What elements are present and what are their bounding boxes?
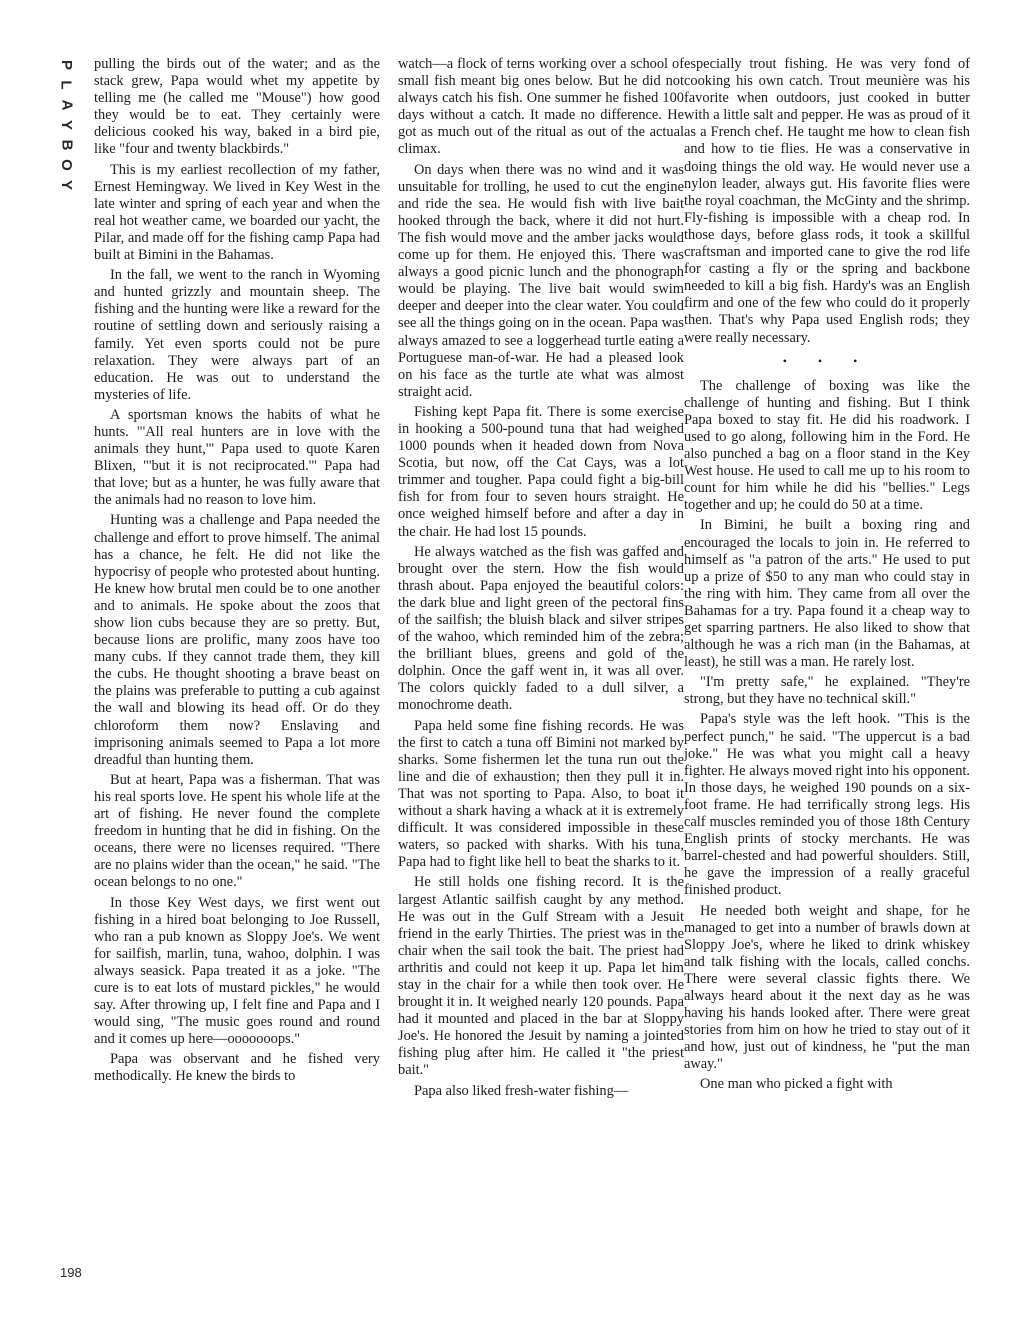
- text-column-1: [94, 56, 380, 1282]
- paragraph: In Bimini, he built a boxing ring and encouraged the locals to join in. He referred to himself as "a patron of the arts." He used to put up a prize of $50 to any man who could stay in the ring with him. They came from all over the Bahamas for a try. Papa found it a cheap way to get sparring partners. He also liked to show that although he was a rich man (in the Bahamas, at least), he still was a man. He rarely lost.: [684, 517, 970, 671]
- masthead-letter: B: [58, 139, 75, 151]
- paragraph: He always watched as the fish was gaffed and brought over the stern. How the fish would thrash about. Papa enjoyed the beautiful colors: the dark blue and light green of the pectoral fins of the sailfish; the bluish black and silver stripes of the wahoo, which reminded him of the zebra; the brilliant blues, greens and gold of the dolphin. Once the gaff went in, it was all over. The colors quickly faded to a dull silver, a monochrome death.: [398, 543, 684, 714]
- paragraph: In those Key West days, we first went out fishing in a hired boat belonging to Joe Russell, who ran a pub known as Sloppy Joe's. We went for sailfish, marlin, tuna, wahoo, dolphin. I was always seasick. Papa treated it as a joke. "The cure is to eat lots of mustard pickles," he would say. After throwing up, I felt fine and Papa and I would sing, "The music goes round and round and it comes up here—ooooooops.": [94, 894, 380, 1048]
- paragraph: Fishing kept Papa fit. There is some exercise in hooking a 500-pound tuna that had weighed 1000 pounds when it headed down from Nova Scotia, but now, off the Cat Cays, was a lot trimmer and tougher. Papa could fight a big-bill fish for from four to seven hours straight. He once weighed himself before and after a day in the chair. He had lost 15 pounds.: [398, 403, 684, 540]
- page-number: 198: [60, 1265, 82, 1280]
- paragraph: Papa's style was the left hook. "This is the perfect punch," he said. "The uppercut is a bad joke." He was what you might call a heavy fighter. He always moved right into his opponent. In those days, he weighed 190 pounds on a six-foot frame. He had terrifically strong legs. His calf muscles reminded you of those 18th Century English prints of stocky merchants. He was barrel-chested and had powerful shoulders. Still, he gave the impression of a really graceful finished product.: [684, 711, 970, 899]
- masthead-letter: P: [57, 59, 75, 71]
- paragraph: A sportsman knows the habits of what he hunts. "'All real hunters are in love with the animals they hunt,'" Papa used to quote Karen Blixen, "'but it is not reciprocated.'" Papa had that love; but as a hunter, he was fully aware that the animals had no reason to love him.: [94, 406, 380, 509]
- masthead-vertical: [56, 56, 76, 194]
- paragraph: This is my earliest recollection of my father, Ernest Hemingway. We lived in Key West in the late winter and spring of each year and when the real hot weather came, we boarded our yacht, the Pilar, and made off for the fishing camp Papa had built at Bimini in the Bahamas.: [94, 161, 380, 264]
- paragraph: especially trout fishing. He was very fond of cooking his own catch. Trout meunière was his favorite when outdoors, just cooked in butter with a little salt and pepper. He was as proud of it as a French chef. He taught me how to clean fish and how to tie flies. He was a conservative in doing things the old way. He would never use a nylon leader, always gut. His favorite flies were the royal coachman, the McGinty and the shrimp. Fly-fishing is impossible with a cheap rod. In those days, before glass rods, it took a skillful craftsman and imported cane to give the rod life for casting a fly or the spring and backbone needed to kill a big fish. Hardy's was an English firm and one of the few who could do it properly then. That's why Papa used English rods; they were really necessary.: [684, 56, 970, 346]
- paragraph: The challenge of boxing was like the challenge of hunting and fishing. But I think Papa boxed to stay fit. He did his roadwork. I used to go along, following him in the Ford. He also punched a bag on a floor stand in the Key West house. He used to call me up to his room to count for him while he did his "bellies." Legs together and up; he could do 50 at a time.: [684, 377, 970, 514]
- text-column-3: [684, 56, 970, 1282]
- paragraph: pulling the birds out of the water; and as the stack grew, Papa would whet my appetite by telling me (he called me "Mouse") how good they would be to eat. They certainly were delicious cooked his way, baked in a bird pie, like "four and twenty blackbirds.": [94, 56, 380, 158]
- paragraph: Papa also liked fresh-water fishing—: [414, 1082, 629, 1099]
- paragraph: Hunting was a challenge and Papa needed the challenge and effort to prove himself. The animal has a chance, he felt. He did not like the hypocrisy of people who protested about hunting. He knew how brutal men could be to one another and to animals. He spoke about the zoos that show lion cubs because they are so pretty. But, because lions are prolific, many zoos have too many cubs. If they cannot trade them, they kill the cubs. He thought shooting a brave beast on the plains was preferable to putting a cub against the wall and blowing its head off. Or do they chloroform them now? Enslaving and imprisoning animals seemed to Papa a lot more dreadful than hunting them.: [94, 512, 380, 768]
- paragraph: "I'm pretty safe," he explained. "They're strong, but they have no technical skill.": [684, 674, 970, 708]
- paragraph: On days when there was no wind and it was unsuitable for trolling, he used to cut the engine and ride the sea. He would fish with live bait hooked through the back, where it did not hurt. The fish would move and the amber jacks would come up for them. He enjoyed this. There was always a good picnic lunch and the phonograph would be playing. The live bait would swim deeper and deeper into the clear water. You could see all the things going on in the ocean. Papa was always amazed to see a loggerhead turtle eating a Portuguese man-of-war. He had a pleased look on his face as the turtle ate what was almost straight acid.: [398, 161, 684, 400]
- masthead-letter: O: [57, 159, 75, 171]
- masthead-letter: L: [57, 80, 75, 90]
- text-column-2: [398, 56, 684, 1282]
- paragraph: Papa held some fine fishing records. He was the first to catch a tuna off Bimini not marked by sharks. Some fishermen let the tuna run out the line and die of exhaustion; then they pull it in. That was not sporting to Papa. Also, to boat it without a shark having a whack at it is extremely difficult. It was considered impossible in these waters, so packed with sharks. With his tuna, Papa had to fight like hell to beat the sharks to it.: [398, 717, 684, 871]
- paragraph: But at heart, Papa was a fisherman. That was his real sports love. He spent his whole life at the art of fishing. He never found the complete freedom in hunting that he did in fishing. On the oceans, there were no licenses required. "There are no plains wider than the ocean," he said. "The ocean belongs to no one.": [94, 771, 380, 891]
- masthead-letter: Y: [57, 179, 75, 191]
- paragraph: Papa was observant and he fished very methodically. He knew the birds to: [94, 1051, 380, 1085]
- masthead-letter: Y: [57, 119, 75, 131]
- paragraph: One man who picked a fight with: [700, 1076, 893, 1093]
- paragraph: He still holds one fishing record. It is the largest Atlantic sailfish caught by any method. He was out in the Gulf Stream with a Jesuit friend in the early Thirties. The priest was in the chair when the sail took the bait. The priest had arthritis and could not keep it up. Papa let him stay in the chair for a while then took over. He brought it in. It weighed nearly 120 pounds. Papa had it mounted and placed in the bar at Sloppy Joe's. He honored the Jesuit by naming a jointed fishing plug after him. He called it "the priest bait.": [398, 874, 684, 1079]
- paragraph: watch—a flock of terns working over a school of small fish meant big ones below. But he did not always catch his fish. One summer he fished 100 days without a catch. It made no difference. He got as much out of the ritual as out of the actual climax.: [398, 56, 684, 158]
- paragraph: He needed both weight and shape, for he managed to get into a number of brawls down at Sloppy Joe's, where he liked to drink whiskey and talk fishing with the locals, called conchs. There were several classic fights there. We always heard about it the next day as he was having his hands looked after. There were great stories from him on how he tried to stay out of it and how, just out of kindness, he "put the man away.": [684, 902, 970, 1073]
- paragraph: In the fall, we went to the ranch in Wyoming and hunted grizzly and mountain sheep. The fishing and the hunting were like a reward for the routine of settling down and seriously raising a family. Yet even sports could not be pure relaxation. They were always part of an education. He was out to understand the mysteries of life.: [94, 267, 380, 403]
- masthead-letter: A: [58, 99, 75, 111]
- section-separator: • • •: [782, 353, 872, 368]
